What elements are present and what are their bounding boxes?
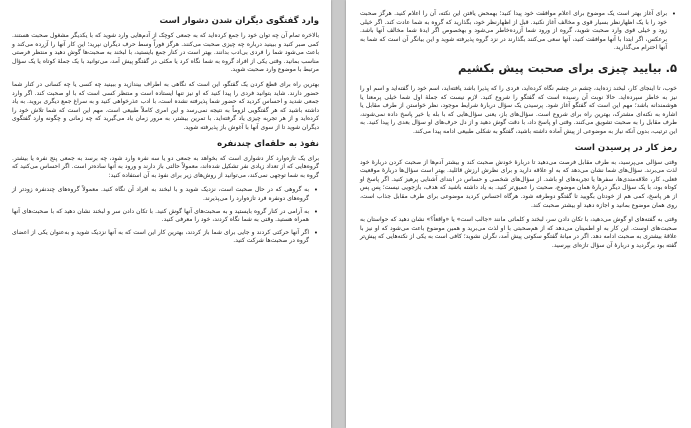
right-column (360, 10, 677, 256)
bullet-list (12, 186, 319, 246)
paragraph: برای یک تازه‌وارد کار دشواری است که بخواهد به جمعی دو یا سه نفره وارد شود، چه برسد به جمعی پنج نفره یا بیشتر. گروه‌هایی که از تعداد زیادی نفر تشکیل شده‌اند، معمولاً حالتی باز دارند و ورود به آنها ساده‌تر است. اگر احساس می‌کنید که گروه به شما توجهی نمی‌کند، می‌توانید از روش‌های زیر برای نفوذ به آن استفاده کنید: (12, 154, 319, 179)
paragraph: وقتی به گفته‌های او گوش می‌دهید، با تکان دادن سر، لبخند و کلماتی مانند «جالب است» یا «واقعاً؟» نشان دهید که حواستان به صحبت‌های اوست. این کار به او اطمینان می‌دهد که از هم‌صحبتی با او لذت می‌برید و همین موضوع باعث می‌شود که او نیز با علاقهٔ بیشتری به صحبت ادامه دهد. اگر در میانهٔ گفتگو سکوتی پیش آمد، نگران نشوید؛ کافی است به یکی از نکته‌هایی که پیش‌تر گفته بود برگردید و دربارهٔ آن سؤال تازه‌ای بپرسید. (360, 216, 677, 249)
bullet-list (360, 10, 677, 53)
chapter-title: ۵. بیایید چیزی برای صحبت پیش بکشیم (458, 60, 677, 75)
section-heading: وارد گفتگوی دیگران شدن دشوار است (159, 16, 319, 26)
section-heading: نفوذ به حلقه‌ای چندنفره (217, 138, 319, 149)
list-item: • اگر آنها حرکتی کردند و جایی برای شما باز کردند، بهترین کار این است که به آنها نزدیک شوید و به‌عنوان یکی از اعضای گروه در صحبت‌ها شرکت کنید. (12, 229, 309, 246)
paragraph: خوب، تا اینجای کار، لبخند زده‌اید، چشم در چشم نگاه کرده‌اید، فردی را که پذیرا باشد یافته‌اید، اسم خود را گفته‌اید و اسم او را نیز به خاطر سپرده‌اید. حالا نوبت آن رسیده است که گفتگو را شروع کنید. لازم نیست که جملهٔ اول شما خیلی پرمعنا یا هوشمندانه باشد؛ مهم این است که گفتگو آغاز شود. پرسیدن یک سؤال دربارهٔ شرایط موجود، نظر خواستن از طرف مقابل یا اشاره به نکته‌ای مشترک، بهترین راه برای شروع است. سؤال‌های باز، یعنی سؤال‌هایی که با بله یا خیر پاسخ داده نمی‌شوند، طرف مقابل را به صحبت تشویق می‌کنند. وقتی او پاسخ داد، با دقت گوش دهید و از دل حرف‌های او سؤال بعدی را پیدا کنید. به این ترتیب، بدون آنکه نیاز به موضوعی از پیش آماده داشته باشید، گفتگو به شکلی طبیعی ادامه پیدا می‌کند. (360, 84, 677, 135)
paragraph: بهترین راه برای قطع کردن یک گفتگو، این است که نگاهی به اطراف بیندازید و ببینید چه کسی یا چه کسانی در کنار شما حضور دارند. شاید بتوانید فردی را پیدا کنید که او نیز تنها ایستاده است و منتظر کسی است که با او صحبت کند. اگر وارد جمعی شدید و احساس کردید که حضور شما پذیرفته نشده است، با ادب عذرخواهی کنید و به سراغ جمع دیگری بروید. به یاد داشته باشید که هر گفتگویی لزوماً به نتیجه نمی‌رسد و این امری کاملاً طبیعی است. مهم این است که شما تلاش خود را کرده‌اید و از هر تجربه چیزی یاد گرفته‌اید. با تمرین بیشتر، به مرور زمان یاد می‌گیرید که چه زمانی و چگونه وارد گفتگوی دیگران شوید تا از سوی آنها با آغوش باز پذیرفته شوید. (12, 80, 319, 131)
left-column (12, 10, 319, 252)
paragraph: وقتی سؤالی می‌پرسید، به طرف مقابل فرصت می‌دهید تا دربارهٔ خودش صحبت کند و بیشتر آدم‌ها از صحبت کردن دربارهٔ خود لذت می‌برند. سؤال‌های شما نشان می‌دهد که به او علاقه دارید و برای نظرش ارزش قائلید. بهتر است سؤال‌ها دربارهٔ موقعیت فعلی، کار، علاقه‌مندی‌ها، سفرها یا تجربه‌های او باشد. از سؤال‌های شخصی و حساس در ابتدای آشنایی پرهیز کنید. اگر پاسخ او کوتاه بود، با یک سؤال دیگر دربارهٔ همان موضوع، صحبت را عمیق‌تر کنید. به یاد داشته باشید که هدف، بازجویی نیست؛ پس پس از هر پاسخ، کمی هم از خودتان بگویید تا گفتگو دوطرفه شود. هرگاه احساس کردید موضوعی برای طرف مقابل جذاب است، روی همان موضوع بمانید و اجازه دهید او بیشتر صحبت کند. (360, 158, 677, 209)
list-item: • به گروهی که در حال صحبت است، نزدیک شوید و با لبخند به افراد آن نگاه کنید. معمولاً گروه‌های چندنفره زودتر از گروه‌های دونفره فرد تازه‌وارد را می‌پذیرند. (12, 186, 309, 203)
paragraph: بالاخره تمام آن چه توان خود را جمع کرده‌اید که به جمعی کوچک از آدم‌هایی وارد شوید که با یکدیگر مشغول صحبت هستند. کمی صبر کنید و ببینید درباره چه چیزی صحبت می‌کنند. هرگز فوراً وسط حرف دیگران نپرید؛ این کار آنها را آزرده می‌کند و باعث می‌شود شما را فردی بی‌ادب بدانند. بهتر است در کنار جمع بایستید، با لبخند به صحبت‌ها گوش دهید و منتظر فرصتی مناسب بمانید. وقتی یکی از افراد گروه به شما نگاه کرد یا مکثی در گفتگو پیش آمد، می‌توانید با یک جملهٔ کوتاه یا یک سؤال مرتبط با موضوع وارد صحبت شوید. (12, 32, 319, 74)
page-right (346, 0, 691, 428)
section-heading: رمز کار در پرسیدن است (574, 142, 677, 153)
list-item: • برای آغاز بهتر است یک موضوع برای اعلام موافقت خود پیدا کنید؛ بهمحض یافتن این نکته، آن را اعلام کنید. هرگز صحبت خود را با یک اظهارنظر بسیار قوی و مخالف آغاز نکنید. قبل از اظهارنظر خود، بگذارید که گروه به شما عادت کند. اگر خیلی زود و خیلی قوی وارد صحبت شوید، گروه از ورود شما آزرده‌خاطر می‌شود و بهخصوص اگر ایدهٔ شما مخالف آنها باشد. برعکس، اگر ابتدا با آنها موافقت کنید، آنها سعی می‌کنند بگذارند در نزد گروه پذیرفته شوید و این بیانگر آن است که شما به آنها احترام می‌گذارید. (360, 10, 667, 53)
page-left (0, 0, 331, 428)
list-item: • به آرامی در کنار گروه بایستید و به صحبت‌های آنها گوش کنید. با تکان دادن سر و لبخند نشان دهید که با صحبت‌های آنها همراه هستید. وقتی به شما نگاه کردند، خود را معرفی کنید. (12, 208, 309, 225)
